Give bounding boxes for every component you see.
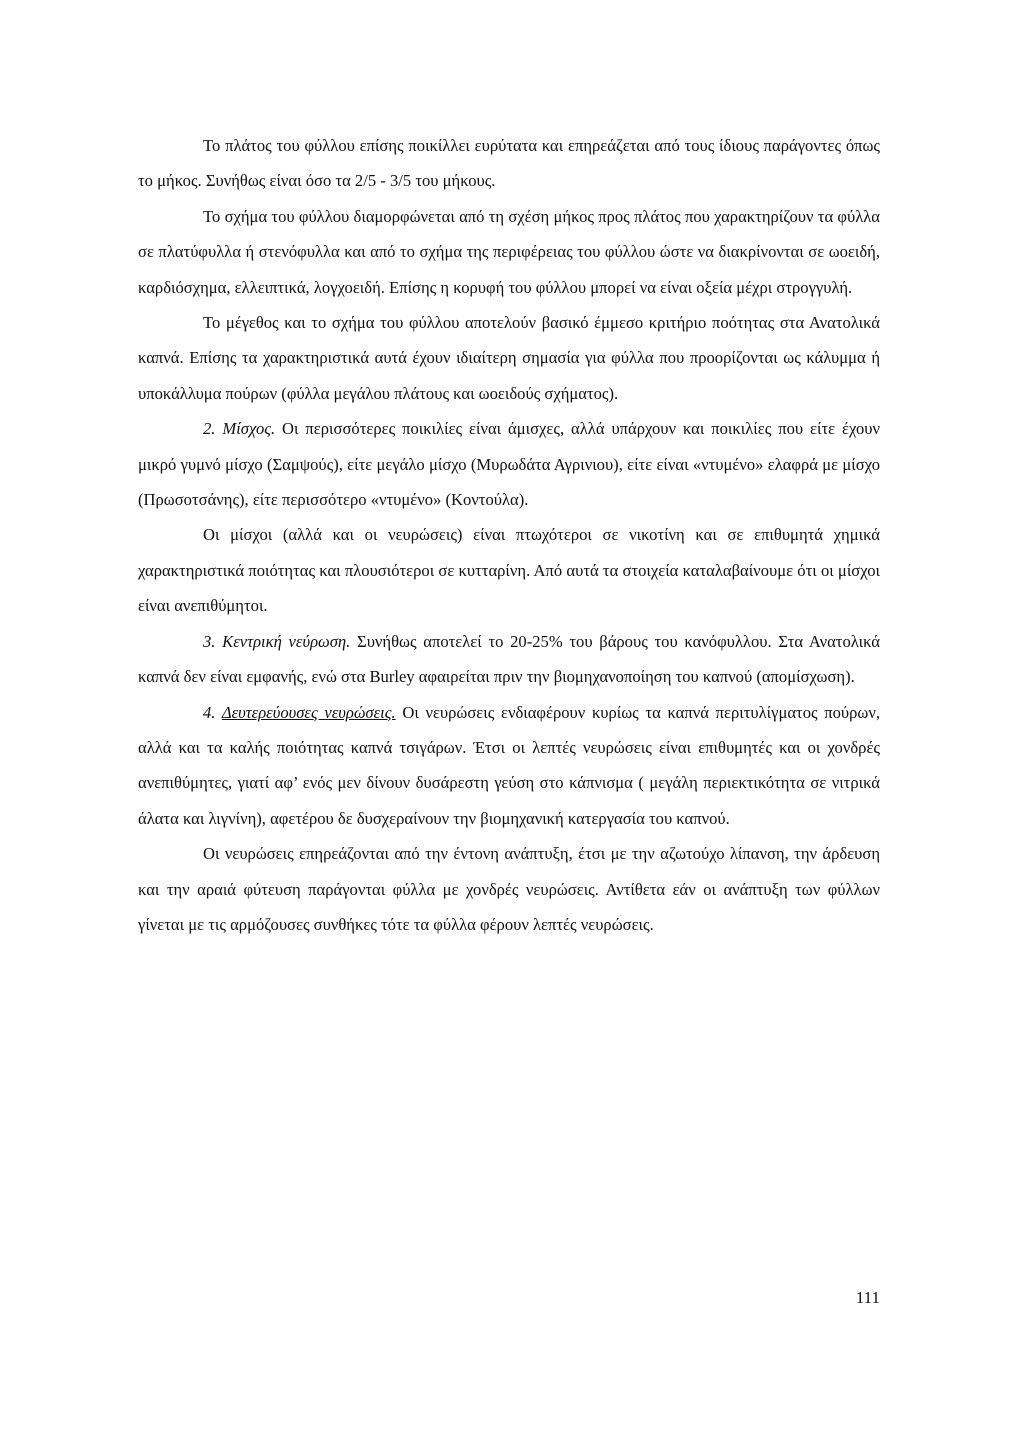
body-text [138,128,880,942]
paragraph-size-quality: Το μέγεθος και το σχήμα του φύλλου αποτελούν βασικό έμμεσο κριτήριο ποότητας στα Ανατολικά καπνά. Επίσης τα χαρακτηριστικά αυτά έχουν ιδιαίτερη σημασία για φύλλα που προορίζονται ως κάλυμμα ή υποκάλλυμα πούρων (φύλλα μεγάλου πλάτους και ωοειδούς σχήματος). [138,313,880,403]
paragraph-secondary-veins-body: Οι νευρώσεις ενδιαφέρουν κυρίως τα καπνά περιτυλίγματος πούρων, αλλά και τα καλής ποιότητας καπνά τσιγάρων. Έτσι οι λεπτές νευρώσεις είναι επιθυμητές και οι χονδρές ανεπιθύμητες, γιατί αφ’ ενός μεν δίνουν δυσάρεστη γεύση στο κάπνισμα ( μεγάλη περιεκτικότητα σε νιτρικά άλατα και λιγνίνη), αφετέρου δε δυσχεραίνουν την βιομηχανική κατεργασία του καπνού. [138,702,880,828]
section-heading-secondary-veins: Δευτερεύουσες νευρώσεις. [221,702,396,722]
paragraph-leaf-shape: Το σχήμα του φύλλου διαμορφώνεται από τη σχέση μήκος προς πλάτος που χαρακτηρίζουν τα φύλλα σε πλατύφυλλα ή στενόφυλλα και από το σχήμα της περιφέρειας του φύλλου ώστε να διακρίνονται σε ωοειδή, καρδιόσχημα, ελλειπτικά, λογχοειδή. Επίσης η κορυφή του φύλλου μπορεί να είναι οξεία μέχρι στρογγυλή. [138,206,880,297]
paragraph-leaf-width: Το πλάτος του φύλλου επίσης ποικίλλει ευρύτατα και επηρεάζεται από τους ίδιους παράγοντες όπως το μήκος. Συνήθως είναι όσο τα 2/5 - 3/5 του μήκους. [138,136,880,191]
paragraph-secondary-veins [138,695,880,837]
paragraph-midrib-body: Συνήθως αποτελεί το 20-25% του βάρους του κανόφυλλου. Στα Ανατολικά καπνά δεν είναι εμφανής, ενώ στα Burley αφαιρείται πριν την βιομηχανοποίηση του καπνού (απομίσχωση). [138,631,880,687]
paragraph-petiole-body: Οι περισσότερες ποικιλίες είναι άμισχες, αλλά υπάρχουν και ποικιλίες που είτε έχουν μικρό γυμνό μίσχο (Σαμψούς), είτε μεγάλο μίσχο (Μυρωδάτα Αγρινιου), είτε είναι «ντυμένο» ελαφρά με μίσχο (Πρωσοτσάνης), είτε περισσότερο «ντυμένο» (Κοντούλα). [138,419,880,510]
section-heading-petiole: 2. Μίσχος. [203,419,276,439]
paragraph-veins-growth: Οι νευρώσεις επηρεάζονται από την έντονη ανάπτυξη, έτσι με την αζωτούχο λίπανση, την άρδευση και την αραιά φύτευση παράγονται φύλλα με χονδρές νευρώσεις. Αντίθετα εάν οι ανάπτυξη των φύλλων γίνεται με τις αρμόζουσες συνθήκες τότε τα φύλλα φέρουν λεπτές νευρώσεις. [138,844,880,934]
section-heading-midrib: 3. Κεντρική νεύρωση. [203,631,351,651]
section-number-secondary-veins: 4. [203,702,222,722]
paragraph-petiole [138,411,880,517]
paragraph-midrib [138,624,880,695]
paragraph-petiole-chemistry: Οι μίσχοι (αλλά και οι νευρώσεις) είναι πτωχότεροι σε νικοτίνη και σε επιθυμητά χημικά χαρακτηριστικά ποιότητας και πλουσιότεροι σε κυτταρίνη. Από αυτά τα στοιχεία καταλαβαίνουμε ότι οι μίσχοι είναι ανεπιθύμητοι. [138,525,880,616]
page-number: 111 [855,1288,880,1307]
